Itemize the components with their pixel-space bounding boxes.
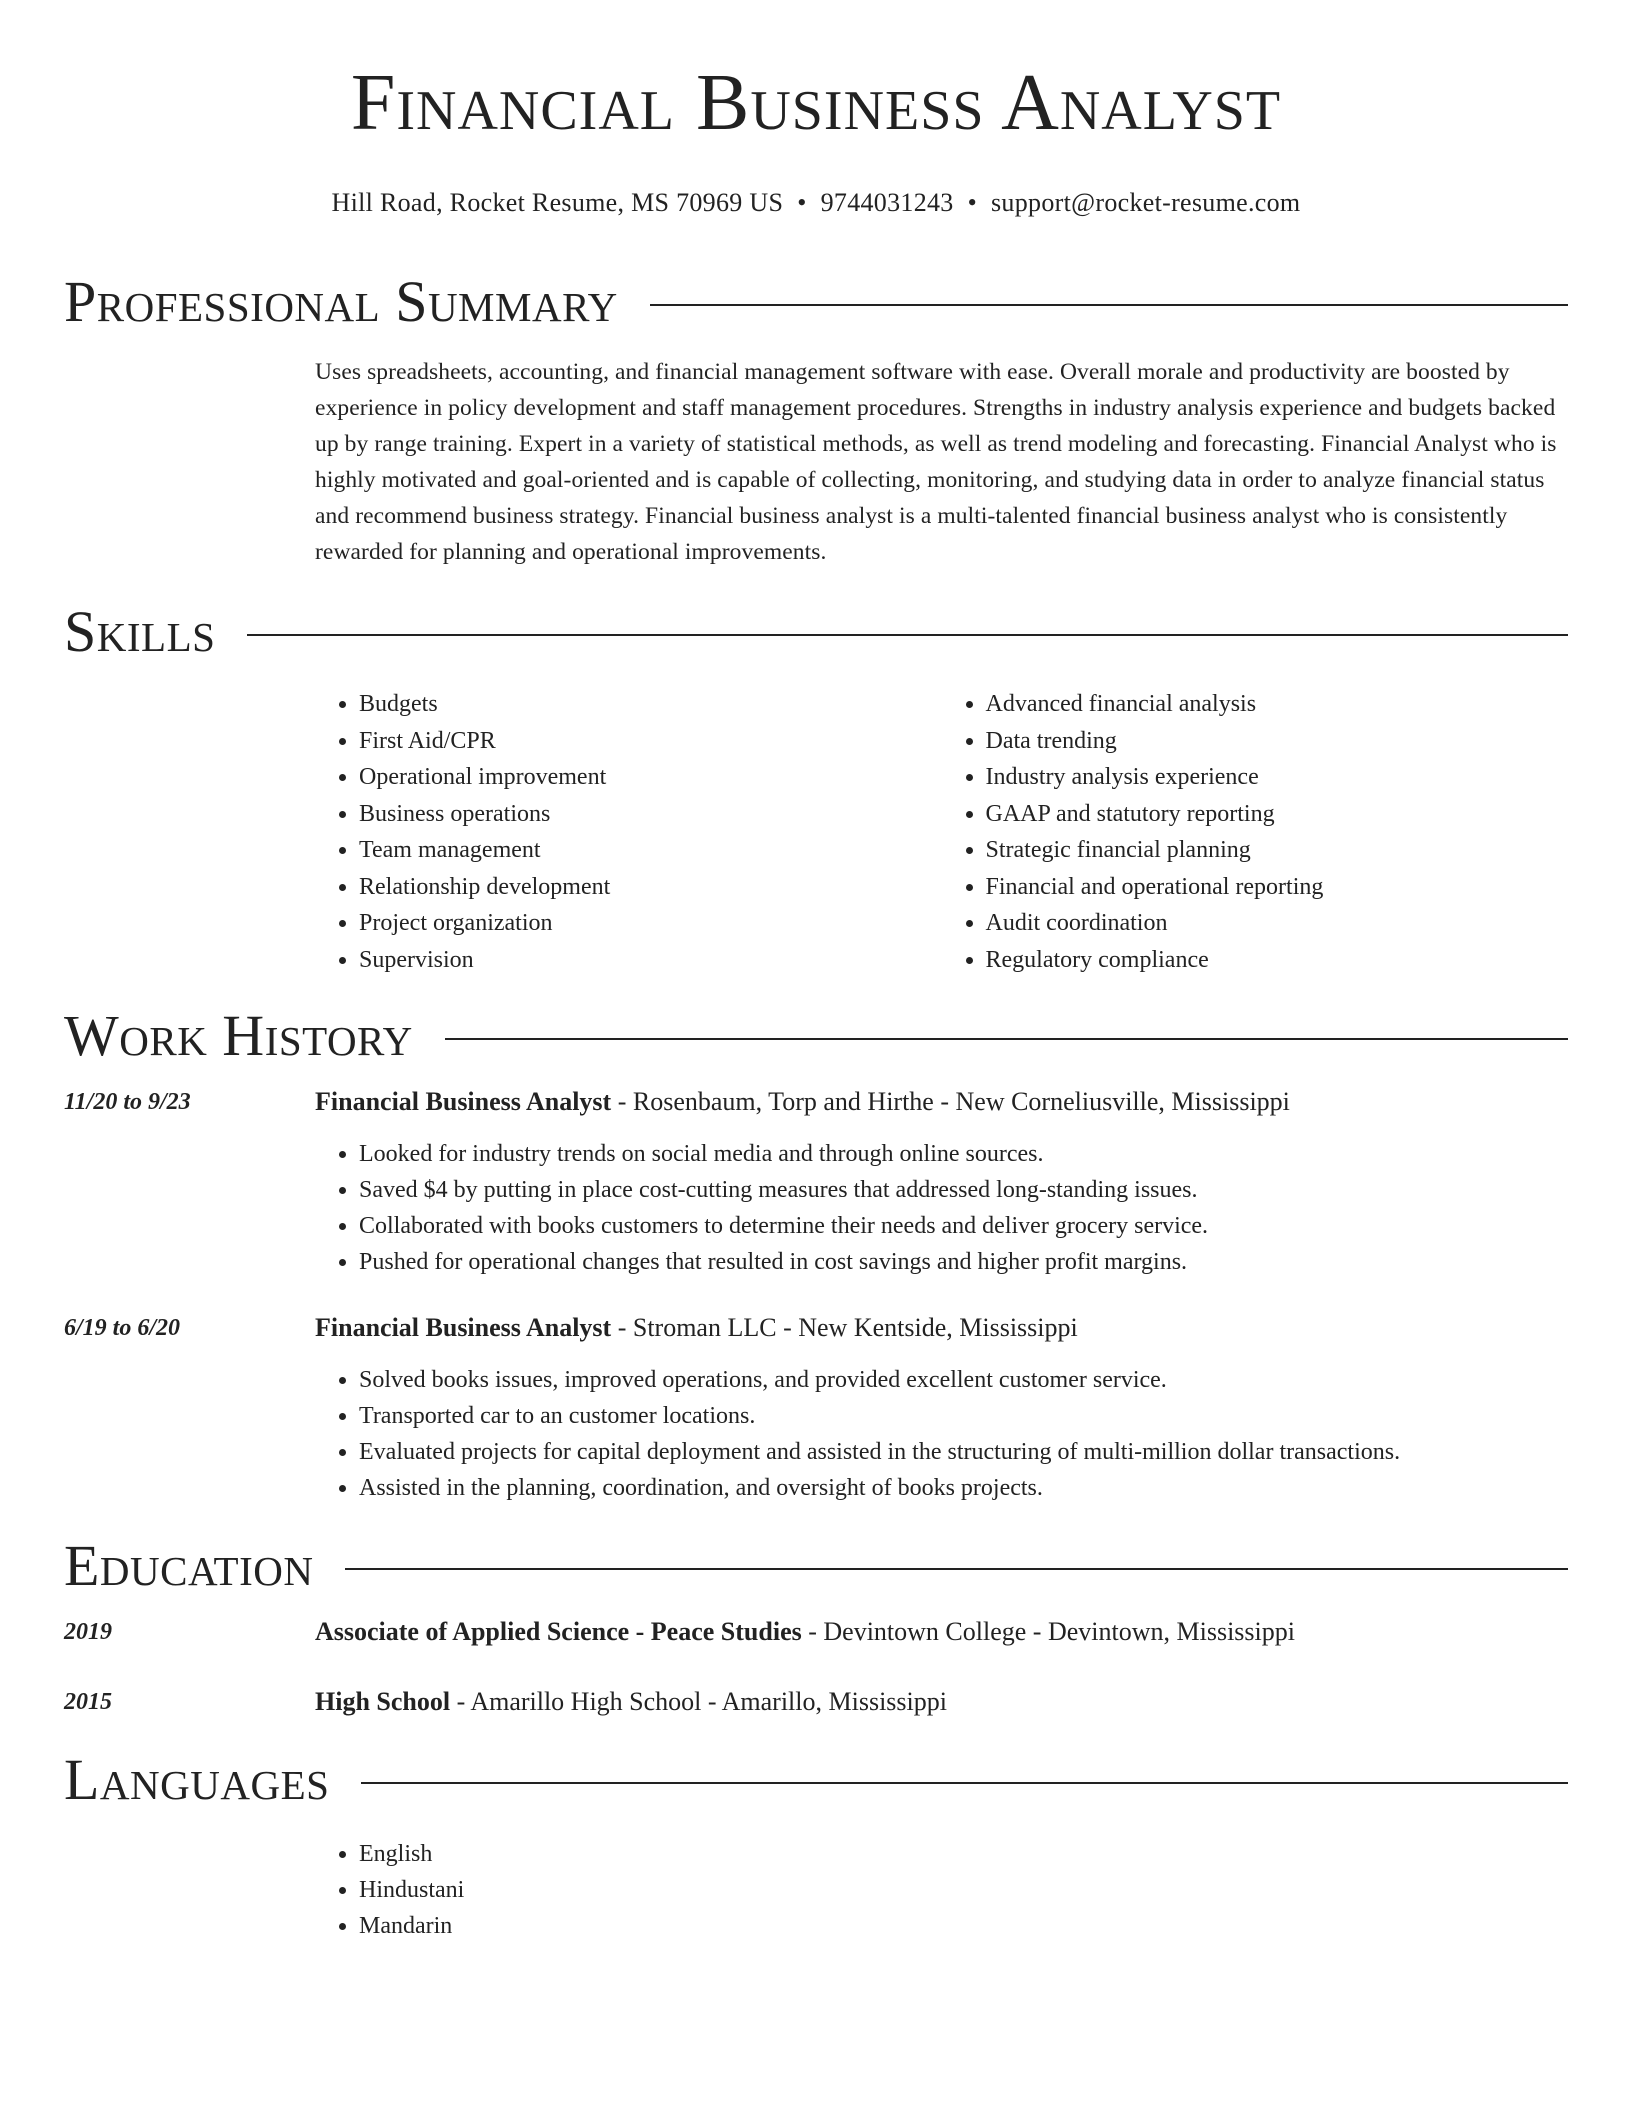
education-degree: High School — [315, 1687, 451, 1716]
skill-item: • Regulatory compliance — [986, 942, 1569, 979]
job-bullet: • Transported car to an customer locations. — [359, 1398, 1568, 1434]
education-year: 2015 — [64, 1689, 112, 1715]
summary-heading: Professional Summary — [64, 269, 618, 334]
separator-dot: • — [967, 188, 978, 217]
job-bullet: • Evaluated projects for capital deployment and assisted in the structuring of multi-million dollar transactions. — [359, 1434, 1568, 1470]
job-bullet: • Collaborated with books customers to determine their needs and deliver grocery service. — [359, 1208, 1568, 1244]
education-line — [315, 1614, 1568, 1650]
skill-item: • Project organization — [359, 905, 942, 942]
section-divider — [361, 1782, 1568, 1784]
languages-heading: Languages — [64, 1747, 330, 1812]
job-body — [315, 1310, 1568, 1506]
section-divider — [247, 634, 1568, 636]
job-bullet: • Looked for industry trends on social media and through online sources. — [359, 1136, 1568, 1172]
email-link[interactable]: support@rocket-resume.com — [991, 188, 1301, 217]
skill-item: • Audit coordination — [986, 905, 1569, 942]
job-title-line — [315, 1310, 1568, 1346]
skill-item: • Relationship development — [359, 869, 942, 906]
job-title-line — [315, 1084, 1568, 1120]
summary-section-header — [64, 268, 1568, 336]
skill-item: • Team management — [359, 832, 942, 869]
education-entry — [64, 1614, 1568, 1650]
job-bullets — [315, 1362, 1568, 1506]
address: Hill Road, Rocket Resume, MS 70969 US — [331, 188, 784, 217]
language-item: • English — [359, 1836, 1568, 1872]
skill-item: • Business operations — [359, 796, 942, 833]
skill-item: • GAAP and statutory reporting — [986, 796, 1569, 833]
resume-page — [64, 0, 1568, 1944]
education-body — [315, 1614, 1568, 1650]
job-bullet: • Assisted in the planning, coordination, and oversight of books projects. — [359, 1470, 1568, 1506]
job-entry — [64, 1310, 1568, 1506]
education-school: - Devintown College - Devintown, Mississippi — [801, 1617, 1295, 1646]
skill-item: • Advanced financial analysis — [986, 686, 1569, 723]
skill-item: • First Aid/CPR — [359, 723, 942, 760]
skills-list-left — [315, 686, 942, 978]
section-divider — [345, 1568, 1568, 1570]
languages-list — [315, 1836, 1568, 1944]
job-title: Financial Business Analyst — [315, 1087, 612, 1116]
skills-heading: Skills — [64, 599, 216, 664]
job-employer: - Stroman LLC - New Kentside, Mississippi — [611, 1313, 1078, 1342]
education-entry — [64, 1684, 1568, 1720]
skills-section-header — [64, 598, 1568, 666]
skill-item: • Budgets — [359, 686, 942, 723]
job-dates: 6/19 to 6/20 — [64, 1315, 181, 1341]
skills-columns — [315, 686, 1568, 978]
job-bullet: • Saved $4 by putting in place cost-cutting measures that addressed long-standing issues. — [359, 1172, 1568, 1208]
language-item: • Hindustani — [359, 1872, 1568, 1908]
separator-dot: • — [797, 188, 807, 217]
education-line — [315, 1684, 1568, 1720]
candidate-name: Financial Business Analyst — [350, 59, 1282, 147]
job-employer: - Rosenbaum, Torp and Hirthe - New Corneliusville, Mississippi — [611, 1087, 1290, 1116]
languages-block — [315, 1836, 1568, 1944]
language-item: • Mandarin — [359, 1908, 1568, 1944]
section-divider — [445, 1038, 1568, 1040]
job-dates: 11/20 to 9/23 — [64, 1089, 191, 1115]
work-heading: Work History — [64, 1003, 413, 1068]
job-entry — [64, 1084, 1568, 1280]
skill-item: • Strategic financial planning — [986, 832, 1569, 869]
summary-text: Uses spreadsheets, accounting, and financial management software with ease. Overall morale and productivity are boosted by experience in policy development and staff management procedures. Strengths in industry analysis experience and budgets backed up by range training. Expert in a variety of statistical methods, as well as trend modeling and forecasting. Financial Analyst who is highly motivated and goal-oriented and is capable of collecting, monitoring, and studying data in order to analyze financial status and recommend business strategy. Financial business analyst is a multi-talented financial business analyst who is consistently rewarded for planning and operational improvements. — [315, 359, 1557, 565]
skill-item: • Supervision — [359, 942, 942, 979]
section-divider — [650, 304, 1568, 306]
job-title: Financial Business Analyst — [315, 1313, 612, 1342]
job-bullet: • Pushed for operational changes that resulted in cost savings and higher profit margins. — [359, 1244, 1568, 1280]
skill-item: • Financial and operational reporting — [986, 869, 1569, 906]
languages-section-header — [64, 1746, 1568, 1814]
skills-list-right — [942, 686, 1569, 978]
work-section-header — [64, 1002, 1568, 1070]
contact-line — [64, 186, 1568, 220]
skill-item: • Industry analysis experience — [986, 759, 1569, 796]
education-section-header — [64, 1532, 1568, 1600]
skill-item: • Data trending — [986, 723, 1569, 760]
job-bullet: • Solved books issues, improved operations, and provided excellent customer service. — [359, 1362, 1568, 1398]
phone: 9744031243 — [820, 188, 954, 217]
education-heading: Education — [64, 1533, 314, 1598]
job-bullets — [315, 1136, 1568, 1280]
skill-item: • Operational improvement — [359, 759, 942, 796]
job-body — [315, 1084, 1568, 1280]
education-body — [315, 1684, 1568, 1720]
education-year: 2019 — [64, 1619, 112, 1645]
education-school: - Amarillo High School - Amarillo, Mississippi — [450, 1687, 947, 1716]
education-degree: Associate of Applied Science - Peace Studies — [315, 1617, 802, 1646]
